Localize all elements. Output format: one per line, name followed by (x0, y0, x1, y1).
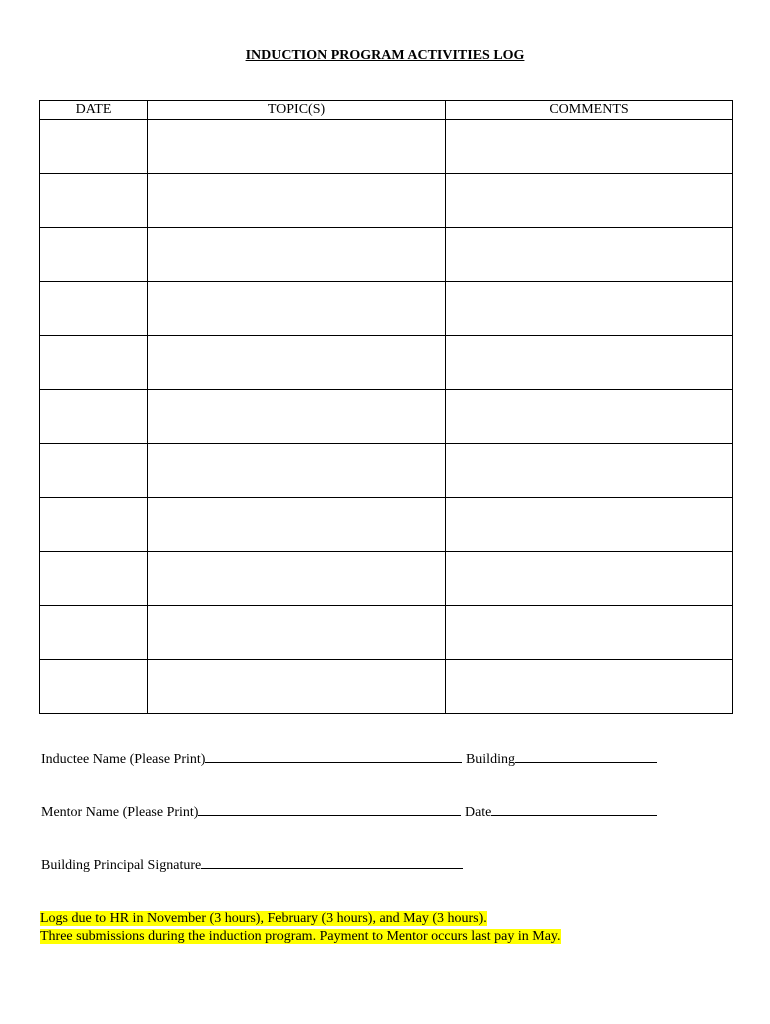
comments-cell[interactable] (446, 228, 733, 282)
building-label: Building (465, 752, 515, 767)
table-row (40, 228, 733, 282)
topic-cell[interactable] (148, 606, 446, 660)
due-dates-note (40, 910, 487, 927)
payment-note-text: Three submissions during the induction program. Payment to Mentor occurs last pay in May. (40, 929, 561, 944)
date-cell[interactable] (40, 606, 148, 660)
date-cell[interactable] (40, 336, 148, 390)
topics-column-header: TOPIC(S) (148, 101, 446, 120)
mentor-name-field[interactable] (198, 803, 461, 816)
principal-row (41, 856, 463, 874)
activities-log-table (39, 100, 733, 714)
topic-cell[interactable] (148, 444, 446, 498)
table-row (40, 282, 733, 336)
comments-cell[interactable] (446, 444, 733, 498)
page-title: INDUCTION PROGRAM ACTIVITIES LOG (245, 48, 525, 63)
date-column-header: DATE (40, 101, 148, 120)
comments-cell[interactable] (446, 174, 733, 228)
mentor-name-label: Mentor Name (Please Print) (41, 805, 199, 820)
topic-cell[interactable] (148, 552, 446, 606)
topic-cell[interactable] (148, 228, 446, 282)
date-cell[interactable] (40, 390, 148, 444)
principal-signature-field[interactable] (201, 856, 463, 869)
comments-cell[interactable] (446, 552, 733, 606)
topic-cell[interactable] (148, 174, 446, 228)
table-row (40, 120, 733, 174)
table-row (40, 444, 733, 498)
topic-cell[interactable] (148, 282, 446, 336)
topic-cell[interactable] (148, 336, 446, 390)
comments-cell[interactable] (446, 120, 733, 174)
topic-cell[interactable] (148, 390, 446, 444)
due-dates-note-text: Logs due to HR in November (3 hours), February (3 hours), and May (3 hours). (40, 911, 487, 926)
inductee-row (41, 750, 657, 768)
mentor-row (41, 803, 657, 821)
inductee-name-field[interactable] (205, 750, 462, 763)
table-row (40, 552, 733, 606)
comments-cell[interactable] (446, 282, 733, 336)
table-row (40, 390, 733, 444)
date-cell[interactable] (40, 444, 148, 498)
date-cell[interactable] (40, 660, 148, 714)
date-cell[interactable] (40, 228, 148, 282)
date-label: Date (464, 805, 492, 820)
topic-cell[interactable] (148, 660, 446, 714)
table-header-row (40, 101, 733, 120)
date-cell[interactable] (40, 120, 148, 174)
comments-cell[interactable] (446, 390, 733, 444)
topic-cell[interactable] (148, 498, 446, 552)
date-field[interactable] (491, 803, 657, 816)
table-row (40, 174, 733, 228)
building-field[interactable] (515, 750, 657, 763)
comments-cell[interactable] (446, 660, 733, 714)
inductee-name-label: Inductee Name (Please Print) (41, 752, 206, 767)
date-cell[interactable] (40, 552, 148, 606)
date-cell[interactable] (40, 498, 148, 552)
table-row (40, 660, 733, 714)
topic-cell[interactable] (148, 120, 446, 174)
table-row (40, 336, 733, 390)
comments-cell[interactable] (446, 606, 733, 660)
table-row (40, 498, 733, 552)
date-cell[interactable] (40, 282, 148, 336)
principal-signature-label: Building Principal Signature (41, 858, 202, 873)
comments-cell[interactable] (446, 498, 733, 552)
comments-cell[interactable] (446, 336, 733, 390)
table-row (40, 606, 733, 660)
payment-note (40, 928, 561, 945)
date-cell[interactable] (40, 174, 148, 228)
comments-column-header: COMMENTS (446, 101, 733, 120)
